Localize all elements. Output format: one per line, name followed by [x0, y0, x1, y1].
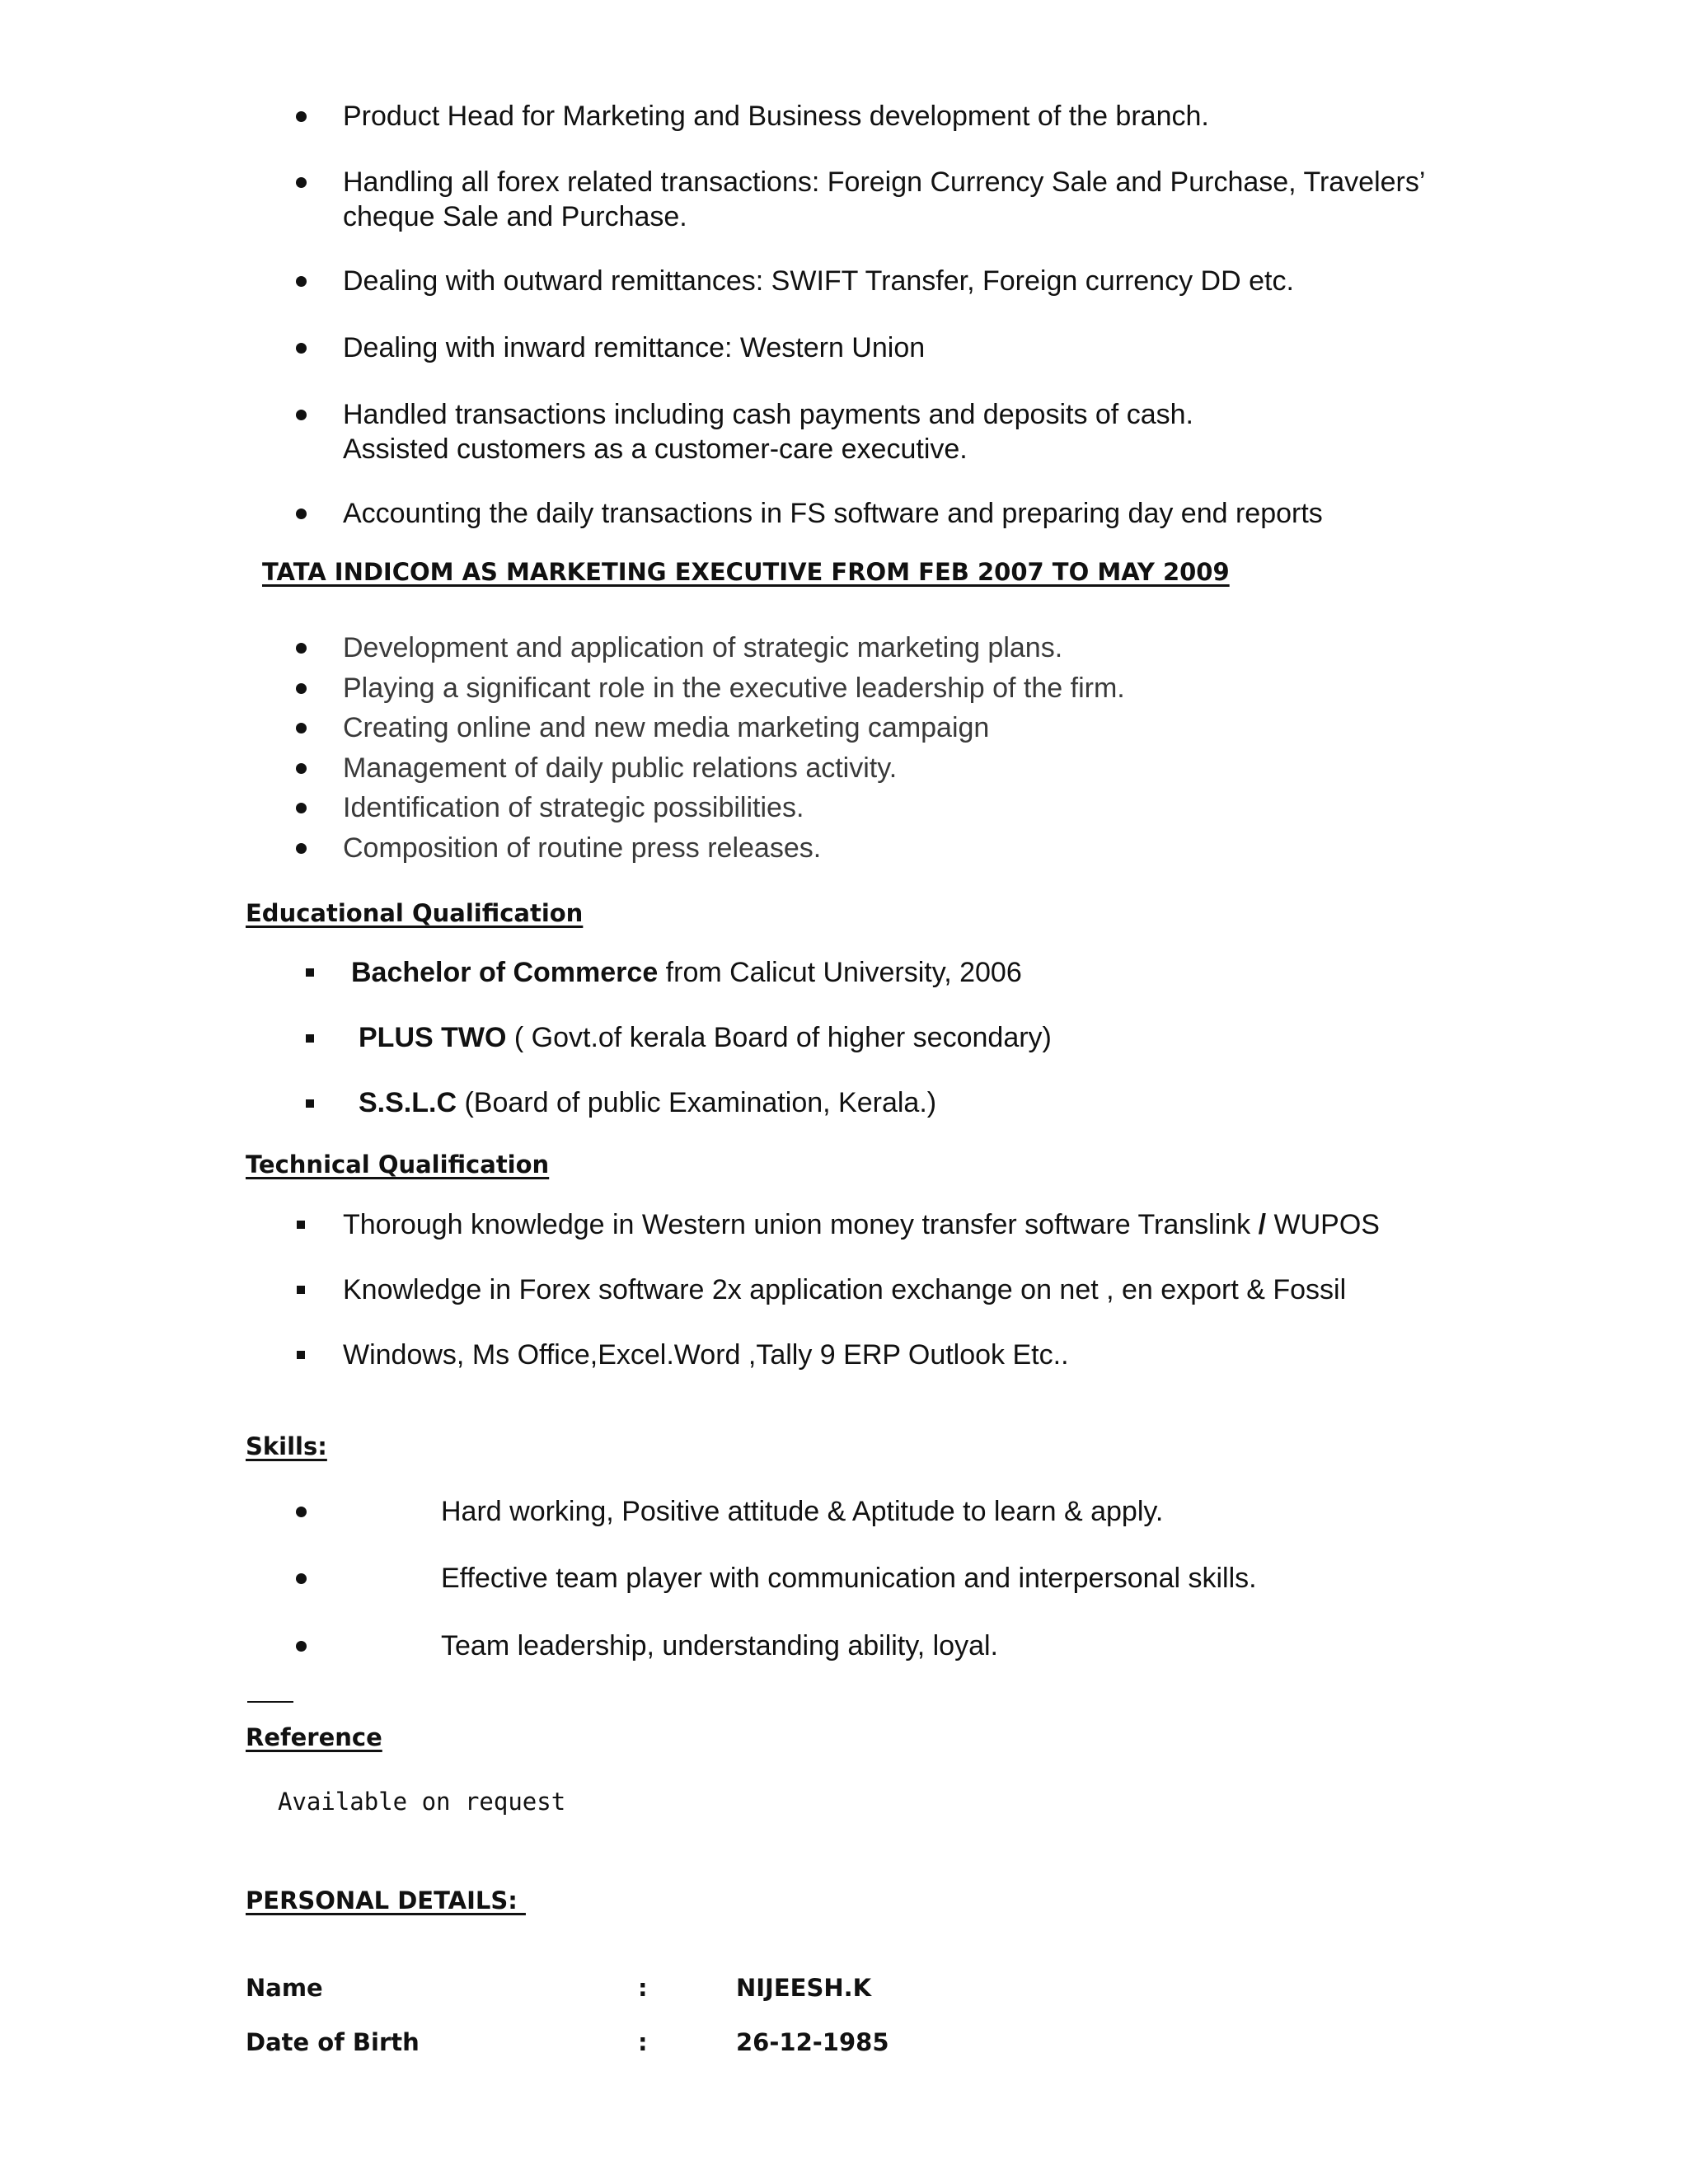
bullet-icon: [296, 683, 307, 694]
tata-duty: Playing a significant role in the executive leadership of the firm.: [343, 673, 1125, 704]
education-item: [351, 955, 1022, 990]
bullet-icon: [296, 1641, 307, 1652]
technical-item: [343, 1207, 1380, 1242]
bullet-icon: [296, 111, 307, 122]
square-bullet-icon: [306, 968, 314, 977]
bullet-icon: [296, 803, 307, 813]
personal-value-name: NIJEESH.K: [736, 1974, 872, 2002]
bullet-icon: [296, 343, 307, 354]
tata-duty: Composition of routine press releases.: [343, 832, 822, 864]
divider-rule: [247, 1701, 293, 1703]
duty-line: Handling all forex related transactions: Foreign Currency Sale and Purchase, Travelers’: [343, 166, 1426, 198]
skill-item: Hard working, Positive attitude & Aptitude to learn & apply.: [441, 1496, 1164, 1527]
degree-detail: ( Govt.of kerala Board of higher secondary): [506, 1022, 1052, 1053]
bullet-icon: [296, 763, 307, 774]
bullet-icon: [296, 643, 307, 654]
degree-name: Bachelor of Commerce: [351, 957, 659, 988]
bullet-icon: [296, 177, 307, 188]
skill-item: Effective team player with communication and interpersonal skills.: [441, 1563, 1257, 1594]
duty-line-continuation: Assisted customers as a customer-care executive.: [343, 434, 968, 465]
bullet-icon: [296, 410, 307, 420]
personal-details-heading: PERSONAL DETAILS:: [246, 1886, 526, 1915]
degree-name: PLUS TWO: [359, 1022, 507, 1053]
personal-colon: :: [638, 2028, 648, 2056]
tata-duty: Creating online and new media marketing campaign: [343, 712, 990, 743]
bullet-icon: [296, 1507, 307, 1517]
square-bullet-icon: [306, 1099, 314, 1108]
square-bullet-icon: [297, 1351, 305, 1359]
technical-text: WUPOS: [1266, 1209, 1380, 1240]
degree-detail: from Calicut University, 2006: [658, 957, 1022, 988]
personal-value-dob: 26-12-1985: [736, 2028, 889, 2056]
skills-heading: Skills:: [246, 1432, 327, 1460]
degree-name: S.S.L.C: [359, 1087, 457, 1118]
personal-colon: :: [638, 1974, 648, 2002]
technical-separator: /: [1258, 1209, 1267, 1240]
degree-detail: (Board of public Examination, Kerala.): [457, 1087, 937, 1118]
reference-heading: Reference: [246, 1723, 382, 1751]
duty-line: Dealing with outward remittances: SWIFT Transfer, Foreign currency DD etc.: [343, 265, 1294, 297]
bullet-icon: [296, 843, 307, 854]
bullet-icon: [296, 509, 307, 519]
duty-line: Dealing with inward remittance: Western Union: [343, 332, 926, 363]
technical-heading: Technical Qualification: [246, 1151, 550, 1179]
bullet-icon: [296, 1573, 307, 1584]
education-item: [359, 1020, 1052, 1055]
reference-text: Available on request: [278, 1788, 566, 1816]
technical-item: Windows, Ms Office,Excel.Word ,Tally 9 ERP Outlook Etc..: [343, 1339, 1069, 1371]
duty-line: Handled transactions including cash payments and deposits of cash.: [343, 399, 1193, 430]
technical-text: Thorough knowledge in Western union money transfer software Translink: [343, 1209, 1259, 1240]
duty-line: Product Head for Marketing and Business development of the branch.: [343, 101, 1209, 132]
bullet-icon: [296, 276, 307, 287]
education-item: [359, 1085, 936, 1120]
personal-label-dob: Date of Birth: [246, 2028, 420, 2056]
bullet-icon: [296, 723, 307, 733]
skill-item: Team leadership, understanding ability, loyal.: [441, 1630, 998, 1661]
technical-item: Knowledge in Forex software 2x application exchange on net , en export & Fossil: [343, 1274, 1347, 1305]
square-bullet-icon: [297, 1221, 305, 1229]
duty-line: Accounting the daily transactions in FS software and preparing day end reports: [343, 498, 1323, 529]
education-heading: Educational Qualification: [246, 899, 584, 927]
square-bullet-icon: [297, 1286, 305, 1294]
square-bullet-icon: [306, 1034, 314, 1043]
tata-duty: Identification of strategic possibilities.: [343, 792, 804, 823]
personal-label-name: Name: [246, 1974, 323, 2002]
tata-indicom-heading: TATA INDICOM AS MARKETING EXECUTIVE FROM FEB 2007 TO MAY 2009: [262, 558, 1230, 586]
tata-duty: Development and application of strategic marketing plans.: [343, 632, 1063, 663]
tata-duty: Management of daily public relations activity.: [343, 752, 898, 784]
duty-line-continuation: cheque Sale and Purchase.: [343, 201, 687, 232]
